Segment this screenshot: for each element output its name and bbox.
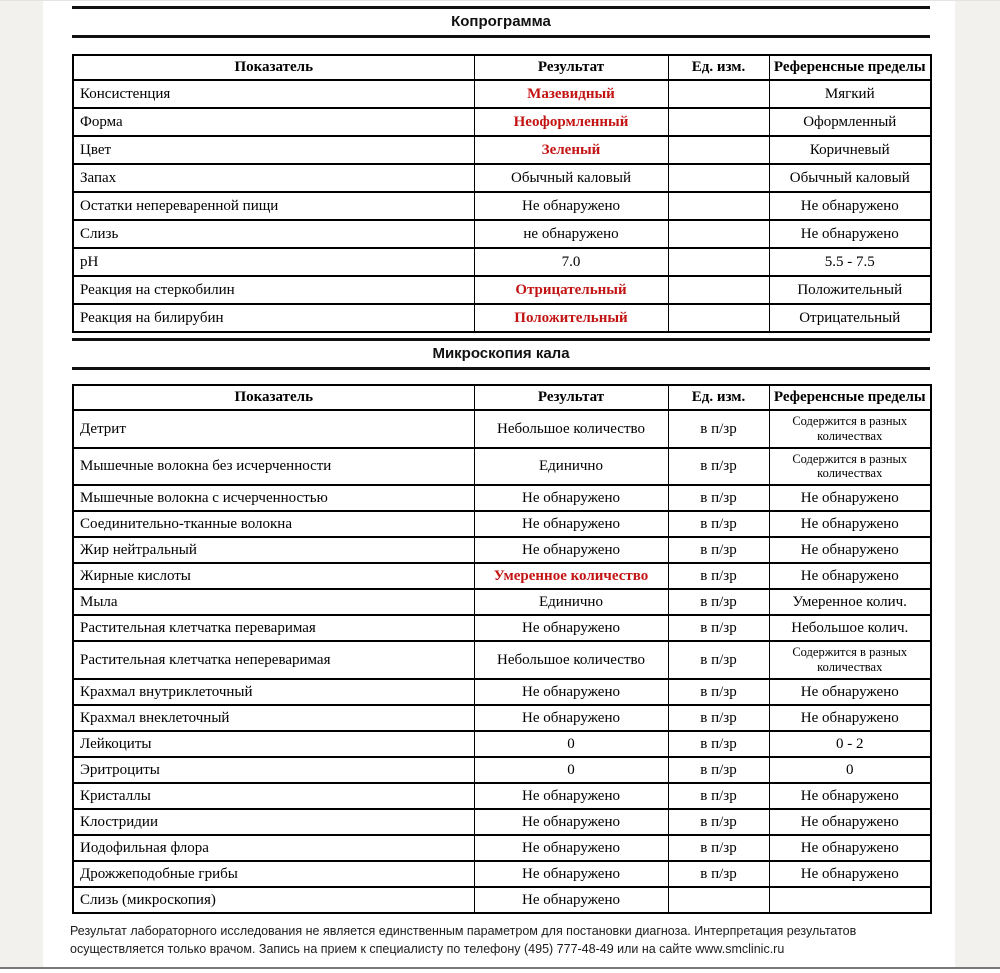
coprogram-table	[72, 54, 932, 333]
table-header	[73, 385, 931, 410]
reference-cell: Умеренное колич.	[769, 589, 931, 615]
unit-cell: в п/зр	[668, 563, 769, 589]
column-header-indicator: Показатель	[73, 385, 474, 410]
reference-cell: Не обнаружено	[769, 511, 931, 537]
unit-cell: в п/зр	[668, 641, 769, 679]
unit-cell: в п/зр	[668, 537, 769, 563]
reference-cell: 0 - 2	[769, 731, 931, 757]
unit-cell: в п/зр	[668, 809, 769, 835]
unit-cell: в п/зр	[668, 757, 769, 783]
table-row	[73, 410, 931, 448]
table-row	[73, 679, 931, 705]
indicator-cell: Соединительно-тканные волокна	[73, 511, 474, 537]
indicator-cell: Слизь	[73, 220, 474, 248]
table-row	[73, 485, 931, 511]
result-cell: Не обнаружено	[474, 192, 668, 220]
result-cell: Умеренное количество	[474, 563, 668, 589]
table-row	[73, 641, 931, 679]
indicator-cell: pH	[73, 248, 474, 276]
unit-cell: в п/зр	[668, 485, 769, 511]
table-body	[73, 80, 931, 332]
reference-cell: Не обнаружено	[769, 537, 931, 563]
reference-cell: Отрицательный	[769, 304, 931, 332]
unit-cell: в п/зр	[668, 835, 769, 861]
column-header-reference: Референсные пределы	[769, 55, 931, 80]
result-cell: Не обнаружено	[474, 705, 668, 731]
result-cell: Не обнаружено	[474, 537, 668, 563]
table-row	[73, 136, 931, 164]
disclaimer-line-1: Результат лабораторного исследования не является единственным параметром для постановки диагноза. Интерпретация результатов	[70, 923, 857, 938]
result-cell: 7.0	[474, 248, 668, 276]
table-row	[73, 248, 931, 276]
unit-cell	[668, 108, 769, 136]
section-header-microscopy	[72, 338, 930, 370]
reference-cell: Коричневый	[769, 136, 931, 164]
table-row	[73, 192, 931, 220]
result-cell: Не обнаружено	[474, 861, 668, 887]
indicator-cell: Лейкоциты	[73, 731, 474, 757]
reference-cell: Не обнаружено	[769, 485, 931, 511]
unit-cell	[668, 164, 769, 192]
table-row	[73, 276, 931, 304]
table-row	[73, 757, 931, 783]
column-header-indicator: Показатель	[73, 55, 474, 80]
result-cell: Небольшое количество	[474, 410, 668, 448]
indicator-cell: Мышечные волокна с исчерченностью	[73, 485, 474, 511]
reference-cell: Не обнаружено	[769, 563, 931, 589]
reference-cell: Содержится в разных количествах	[769, 410, 931, 448]
indicator-cell: Форма	[73, 108, 474, 136]
indicator-cell: Клостридии	[73, 809, 474, 835]
indicator-cell: Жирные кислоты	[73, 563, 474, 589]
table-row	[73, 705, 931, 731]
indicator-cell: Крахмал внеклеточный	[73, 705, 474, 731]
indicator-cell: Цвет	[73, 136, 474, 164]
result-cell: Отрицательный	[474, 276, 668, 304]
section-title: Копрограмма	[451, 13, 551, 30]
column-header-reference: Референсные пределы	[769, 385, 931, 410]
report-document	[72, 6, 930, 914]
table-row	[73, 783, 931, 809]
report-content	[43, 1, 955, 958]
indicator-cell: Дрожжеподобные грибы	[73, 861, 474, 887]
reference-cell	[769, 887, 931, 913]
table-row	[73, 861, 931, 887]
indicator-cell: Жир нейтральный	[73, 537, 474, 563]
result-cell: Положительный	[474, 304, 668, 332]
unit-cell	[668, 80, 769, 108]
indicator-cell: Мышечные волокна без исчерченности	[73, 448, 474, 486]
result-cell: 0	[474, 731, 668, 757]
table-row	[73, 108, 931, 136]
result-cell: Не обнаружено	[474, 835, 668, 861]
page-margin-left	[0, 1, 43, 967]
unit-cell	[668, 192, 769, 220]
reference-cell: Обычный каловый	[769, 164, 931, 192]
table-row	[73, 887, 931, 913]
reference-cell: Не обнаружено	[769, 679, 931, 705]
column-header-result: Результат	[474, 55, 668, 80]
reference-cell: Не обнаружено	[769, 835, 931, 861]
result-cell: Зеленый	[474, 136, 668, 164]
table-header	[73, 55, 931, 80]
reference-cell: Содержится в разных количествах	[769, 641, 931, 679]
reference-cell: Не обнаружено	[769, 861, 931, 887]
unit-cell	[668, 220, 769, 248]
indicator-cell: Растительная клетчатка переваримая	[73, 615, 474, 641]
table-row	[73, 304, 931, 332]
table-row	[73, 164, 931, 192]
reference-cell: Положительный	[769, 276, 931, 304]
result-cell: Не обнаружено	[474, 887, 668, 913]
unit-cell: в п/зр	[668, 511, 769, 537]
indicator-cell: Эритроциты	[73, 757, 474, 783]
reference-cell: Не обнаружено	[769, 192, 931, 220]
page-margin-right	[955, 1, 1000, 967]
unit-cell: в п/зр	[668, 410, 769, 448]
reference-cell: Небольшое колич.	[769, 615, 931, 641]
indicator-cell: Консистенция	[73, 80, 474, 108]
indicator-cell: Запах	[73, 164, 474, 192]
indicator-cell: Растительная клетчатка непереваримая	[73, 641, 474, 679]
unit-cell	[668, 276, 769, 304]
table-row	[73, 835, 931, 861]
unit-cell: в п/зр	[668, 615, 769, 641]
section-title: Микроскопия кала	[432, 345, 570, 362]
result-cell: Не обнаружено	[474, 679, 668, 705]
unit-cell	[668, 136, 769, 164]
column-header-unit: Ед. изм.	[668, 385, 769, 410]
unit-cell	[668, 248, 769, 276]
table-row	[73, 220, 931, 248]
reference-cell: Содержится в разных количествах	[769, 448, 931, 486]
result-cell: Не обнаружено	[474, 783, 668, 809]
table-row	[73, 80, 931, 108]
reference-cell: 5.5 - 7.5	[769, 248, 931, 276]
reference-cell: Оформленный	[769, 108, 931, 136]
result-cell: Единично	[474, 589, 668, 615]
indicator-cell: Детрит	[73, 410, 474, 448]
table-row	[73, 563, 931, 589]
indicator-cell: Остатки непереваренной пищи	[73, 192, 474, 220]
section-header-coprogram	[72, 6, 930, 38]
unit-cell	[668, 887, 769, 913]
unit-cell: в п/зр	[668, 783, 769, 809]
table-row	[73, 448, 931, 486]
result-cell: 0	[474, 757, 668, 783]
reference-cell: Мягкий	[769, 80, 931, 108]
indicator-cell: Слизь (микроскопия)	[73, 887, 474, 913]
table-body	[73, 410, 931, 913]
result-cell: Не обнаружено	[474, 615, 668, 641]
unit-cell	[668, 304, 769, 332]
column-header-unit: Ед. изм.	[668, 55, 769, 80]
result-cell: не обнаружено	[474, 220, 668, 248]
result-cell: Обычный каловый	[474, 164, 668, 192]
table-row	[73, 589, 931, 615]
result-cell: Небольшое количество	[474, 641, 668, 679]
result-cell: Не обнаружено	[474, 511, 668, 537]
unit-cell: в п/зр	[668, 705, 769, 731]
table-row	[73, 537, 931, 563]
table-row	[73, 615, 931, 641]
reference-cell: Не обнаружено	[769, 783, 931, 809]
bottom-divider	[0, 967, 1000, 969]
indicator-cell: Кристаллы	[73, 783, 474, 809]
unit-cell: в п/зр	[668, 731, 769, 757]
disclaimer-line-2: осуществляется только врачом. Запись на прием к специалисту по телефону (495) 777-48-49 или на сайте www.smclinic.ru	[70, 941, 785, 956]
microscopy-table	[72, 384, 932, 914]
column-header-result: Результат	[474, 385, 668, 410]
unit-cell: в п/зр	[668, 589, 769, 615]
unit-cell: в п/зр	[668, 861, 769, 887]
table-row	[73, 511, 931, 537]
disclaimer-footer	[70, 922, 950, 958]
indicator-cell: Крахмал внутриклеточный	[73, 679, 474, 705]
reference-cell: Не обнаружено	[769, 809, 931, 835]
table-row	[73, 809, 931, 835]
indicator-cell: Реакция на стеркобилин	[73, 276, 474, 304]
indicator-cell: Реакция на билирубин	[73, 304, 474, 332]
result-cell: Единично	[474, 448, 668, 486]
unit-cell: в п/зр	[668, 448, 769, 486]
indicator-cell: Мыла	[73, 589, 474, 615]
reference-cell: Не обнаружено	[769, 220, 931, 248]
result-cell: Неоформленный	[474, 108, 668, 136]
table-row	[73, 731, 931, 757]
indicator-cell: Иодофильная флора	[73, 835, 474, 861]
unit-cell: в п/зр	[668, 679, 769, 705]
result-cell: Не обнаружено	[474, 485, 668, 511]
reference-cell: Не обнаружено	[769, 705, 931, 731]
reference-cell: 0	[769, 757, 931, 783]
result-cell: Мазевидный	[474, 80, 668, 108]
result-cell: Не обнаружено	[474, 809, 668, 835]
